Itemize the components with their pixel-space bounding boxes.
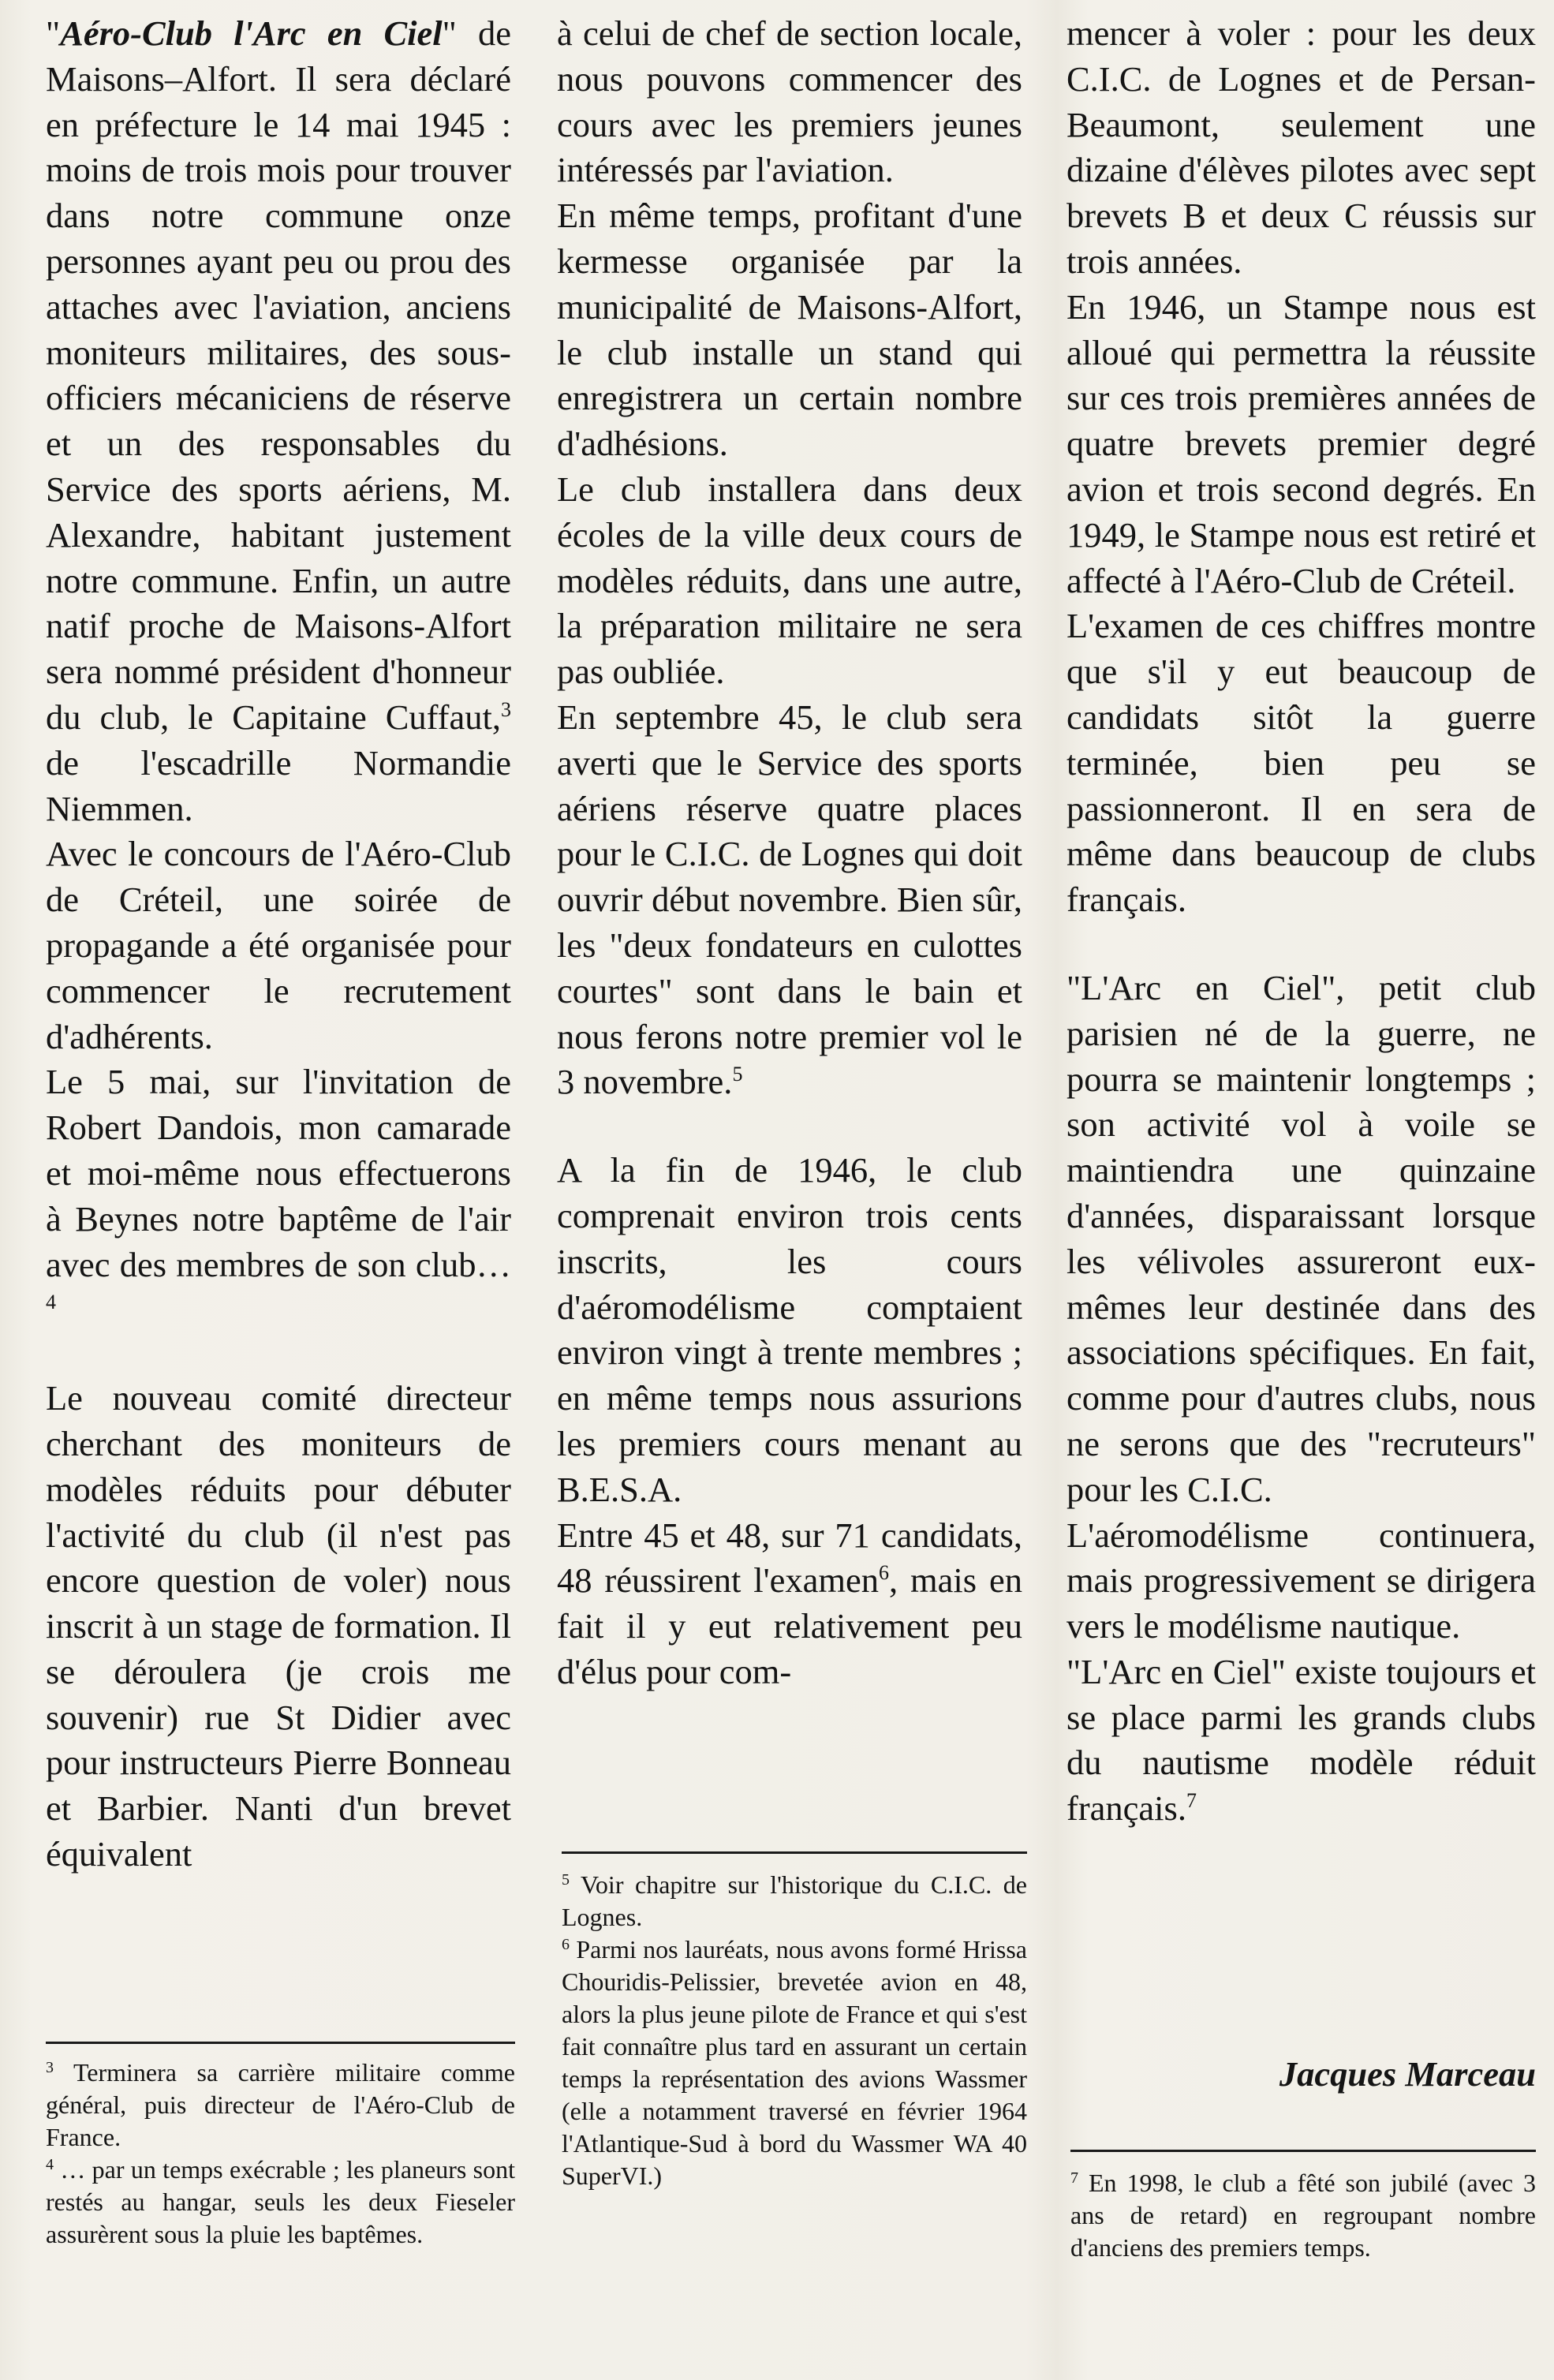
paragraph: à celui de chef de section locale, nous pouvons commencer des cours avec les premiers jeunes intéressés par l'aviation.	[557, 13, 1022, 190]
footnote-divider-2	[562, 1851, 1027, 1854]
paragraph: L'aéromodélisme continuera, mais progressivement se dirigera vers le modélisme nautique.	[1067, 1515, 1536, 1646]
paragraph: Entre 45 et 48, sur 71 candidats, 48 réussirent l'examen$^6$, mais en fait il y eut relativement peu d'élus pour com-	[557, 1515, 1022, 1691]
paragraph: "L'Arc en Ciel", petit club parisien né de la guerre, ne pourra se maintenir longtemps ; son activité vol à voile se maintiendra une quinzaine d'années, disparaissant lorsque les vélivoles assureront eux-mêmes leur destinée dans des associations spécifiques. En fait, comme pour d'autres clubs, nous ne serons que des "recruteurs" pour les C.I.C.	[1067, 967, 1536, 1509]
paragraph: mencer à voler : pour les deux C.I.C. de Lognes et de Persan-Beaumont, seulement une dizaine d'élèves pilotes avec sept brevets B et deux C réussis sur trois années.	[1067, 13, 1536, 281]
footnotes-column-2	[562, 1869, 1027, 2192]
paragraph: L'examen de ces chiffres montre que s'il y eut beaucoup de candidats sitôt la guerre terminée, bien peu se passionneront. Il en sera de même dans beaucoup de clubs français.	[1067, 606, 1536, 920]
paragraph: En même temps, profitant d'une kermesse organisée par la municipalité de Maisons-Alfort, le club installe un stand qui enregistrera un certain nombre d'adhésions.	[557, 196, 1022, 464]
footnote-ref-7: 7	[1186, 1789, 1197, 1813]
footnote-5: $^5$ Voir chapitre sur l'historique du C.I.C. de Lognes.	[562, 1870, 1027, 1931]
footnote-ref-4: 4	[46, 1291, 56, 1314]
footnote-3: $^3$ Terminera sa carrière militaire comme général, puis directeur de l'Aéro-Club de France.	[46, 2058, 515, 2151]
paragraph: Le nouveau comité directeur cherchant des moniteurs de modèles réduits pour débuter l'activité du club (il n'est pas encore question de voler) nous inscrit à un stage de formation. Il se déroulera (je crois me souvenir) rue St Didier avec pour instructeurs Pierre Bonneau et Barbier. Nanti d'un brevet équivalent	[46, 1378, 511, 1874]
paragraph: En 1946, un Stampe nous est alloué qui permettra la réussite sur ces trois premières années de quatre brevets premier degré avion et trois second degrés. En 1949, le Stampe nous est retiré et affecté à l'Aéro-Club de Créteil.	[1067, 286, 1536, 600]
article-column-3	[1067, 11, 1536, 1832]
author-signature: Jacques Marceau	[1279, 2054, 1536, 2094]
club-name-title: Aéro-Club l'Arc en Ciel	[60, 13, 443, 53]
article-column-1	[46, 11, 511, 1877]
footnote-divider-3	[1070, 2150, 1536, 2152]
footnote-ref-3: 3	[501, 697, 511, 721]
paragraph: Le 5 mai, sur l'invitation de Robert Dandois, mon camarade et moi-même nous effectuerons à Beynes notre baptême de l'air avec des membres de son club…$^4$	[46, 1062, 511, 1314]
footnotes-column-3	[1070, 2167, 1536, 2264]
footnote-ref-5: 5	[732, 1063, 743, 1086]
article-column-2	[557, 11, 1022, 1695]
footnotes-column-1	[46, 2057, 515, 2251]
paragraph: "Aéro-Club l'Arc en Ciel" de Maisons–Alfort. Il sera déclaré en préfecture le 14 mai 1945 : moins de trois mois pour trouver dans notre commune onze personnes ayant peu ou prou des attaches avec l'aviation, anciens moniteurs militaires, des sous-officiers mécaniciens de réserve et un des responsables du Service des sports aériens, M. Alexandre, habitant justement notre commune. Enfin, un autre natif proche de Maisons-Alfort sera nommé président d'honneur du club, le Capitaine Cuffaut,$^3$ de l'escadrille Normandie Niemmen.	[46, 13, 511, 828]
paragraph: Le club installera dans deux écoles de la ville deux cours de modèles réduits, dans une autre, la préparation militaire ne sera pas oubliée.	[557, 469, 1022, 692]
paragraph: En septembre 45, le club sera averti que le Service des sports aériens réserve quatre places pour le C.I.C. de Lognes qui doit ouvrir début novembre. Bien sûr, les "deux fondateurs en culottes courtes" sont dans le bain et nous ferons notre premier vol le 3 novembre.$^5$	[557, 697, 1022, 1102]
footnote-7: $^7$ En 1998, le club a fêté son jubilé (avec 3 ans de retard) en regroupant nombre d'anciens des premiers temps.	[1070, 2169, 1536, 2262]
footnote-4: $^4$ … par un temps exécrable ; les planeurs sont restés au hangar, seuls les deux Fieseler assurèrent sous la pluie les baptêmes.	[46, 2155, 515, 2248]
paragraph: Avec le concours de l'Aéro-Club de Créteil, une soirée de propagande a été organisée pour commencer le recrutement d'adhérents.	[46, 834, 511, 1056]
footnote-divider-1	[46, 2042, 515, 2044]
footnote-ref-6: 6	[879, 1561, 890, 1585]
footnote-6: $^6$ Parmi nos lauréats, nous avons formé Hrissa Chouridis-Pelissier, brevetée avion en 48, alors la plus jeune pilote de France et qui s'est fait connaître plus tard en assurant un certain temps la représentation des avions Wassmer (elle a notamment traversé en février 1964 l'Atlantique-Sud à bord du Wassmer WA 40 SuperVI.)	[562, 1935, 1027, 2190]
paragraph: A la fin de 1946, le club comprenait environ trois cents inscrits, les cours d'aéromodélisme comptaient environ vingt à trente membres ; en même temps nous assurions les premiers cours menant au B.E.S.A.	[557, 1150, 1022, 1509]
paragraph: "L'Arc en Ciel" existe toujours et se place parmi les grands clubs du nautisme modèle réduit français.$^7$	[1067, 1651, 1536, 1829]
